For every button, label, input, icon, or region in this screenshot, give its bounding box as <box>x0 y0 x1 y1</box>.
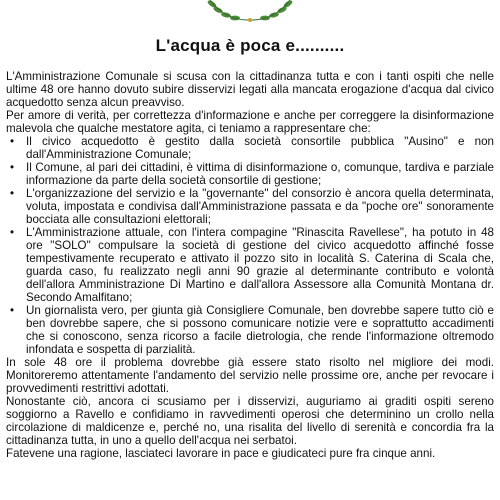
list-item-text: L'organizzazione del servizio e la "governante" del consorzio è ancora quella determinata, voluta, impostata e condivisa dall'Amministrazione passata e da "poche ore" sonoramente bocciata alle consultazioni elettorali; <box>26 187 494 226</box>
intro-paragraph: L'Amministrazione Comunale si scusa con la cittadinanza tutta e con i tanti ospiti che nelle ultime 48 ore hanno dovuto subire disservizi legati alla mancata erogazione d'acqua dal civico acquedotto senza alcun preavviso. <box>6 70 494 109</box>
list-item <box>6 187 494 226</box>
list-item <box>6 226 494 304</box>
bullet-icon: • <box>10 161 15 174</box>
bullet-icon: • <box>10 187 15 200</box>
list-item-text: Il civico acquedotto è gestito dalla società consortile pubblica "Ausino" e non dall'Amministrazione Comunale; <box>26 135 494 161</box>
list-item-text: Un giornalista vero, per giunta già Consigliere Comunale, ben dovrebbe sapere tutto ciò e ben dovrebbe sapere, che si possono comunicare notizie vere e soprattutto accadimenti che si conoscono, senza ricorso a facile dietrologia, che rende l'informazione oltremodo infondata e sospetta di parzialità. <box>26 304 494 356</box>
bullet-icon: • <box>10 304 15 317</box>
list-item-text: Il Comune, al pari dei cittadini, è vittima di disinformazione o, comunque, tardiva e parziale informazione da parte della società consortile di gestione; <box>26 161 494 187</box>
bullet-icon: • <box>10 226 15 239</box>
intro-paragraph: Per amore di verità, per correttezza d'informazione e anche per correggere la disinformazione malevola che qualche mestatore agita, ci teniamo a rappresentare che: <box>6 109 494 135</box>
laurel-wreath-icon <box>0 0 500 30</box>
announcement-body <box>6 70 494 460</box>
points-list <box>6 135 494 356</box>
list-item <box>6 161 494 187</box>
closing-paragraph: In sole 48 ore il problema dovrebbe già essere stato risolto nel migliore dei modi. Monitoreremo attentamente l'andamento del servizio nelle prossime ore, anche per revocare i provvedimenti restrittivi adottati. <box>6 356 494 395</box>
list-item <box>6 304 494 356</box>
closing-paragraph: Fatevene una ragione, lasciateci lavorare in pace e giudicateci pure fra cinque anni. <box>6 447 436 460</box>
closing-paragraph: Nonostante ciò, ancora ci scusiamo per i disservizi, auguriamo ai graditi ospiti sereno soggiorno a Ravello e confidiamo in ravvedimenti operosi che determinino un crollo nella circolazione di maldicenze e, perché no, una risalita del livello di serenità e concordia fra la cittadinanza tutta, in uno a quello dell'acqua nei serbatoi. <box>6 395 494 447</box>
bullet-icon: • <box>10 135 15 148</box>
list-item-text: L'Amministrazione attuale, con l'intera compagine "Rinascita Ravellese", ha potuto in 48 ore "SOLO" compulsare la società di gestione del civico acquedotto affinché fosse tempestivamente recuperato e attivato il pozzo sito in località S. Caterina di Scala che, guarda caso, fu realizzato negli anni 90 grazie al determinante contributo e volontà dell'allora Amministrazione Di Martino e dall'allora Assessore alla Comunità Montana dr. Secondo Amalfitano; <box>26 226 494 304</box>
page-title: L'acqua è poca e.......... <box>155 36 345 55</box>
list-item <box>6 135 494 161</box>
